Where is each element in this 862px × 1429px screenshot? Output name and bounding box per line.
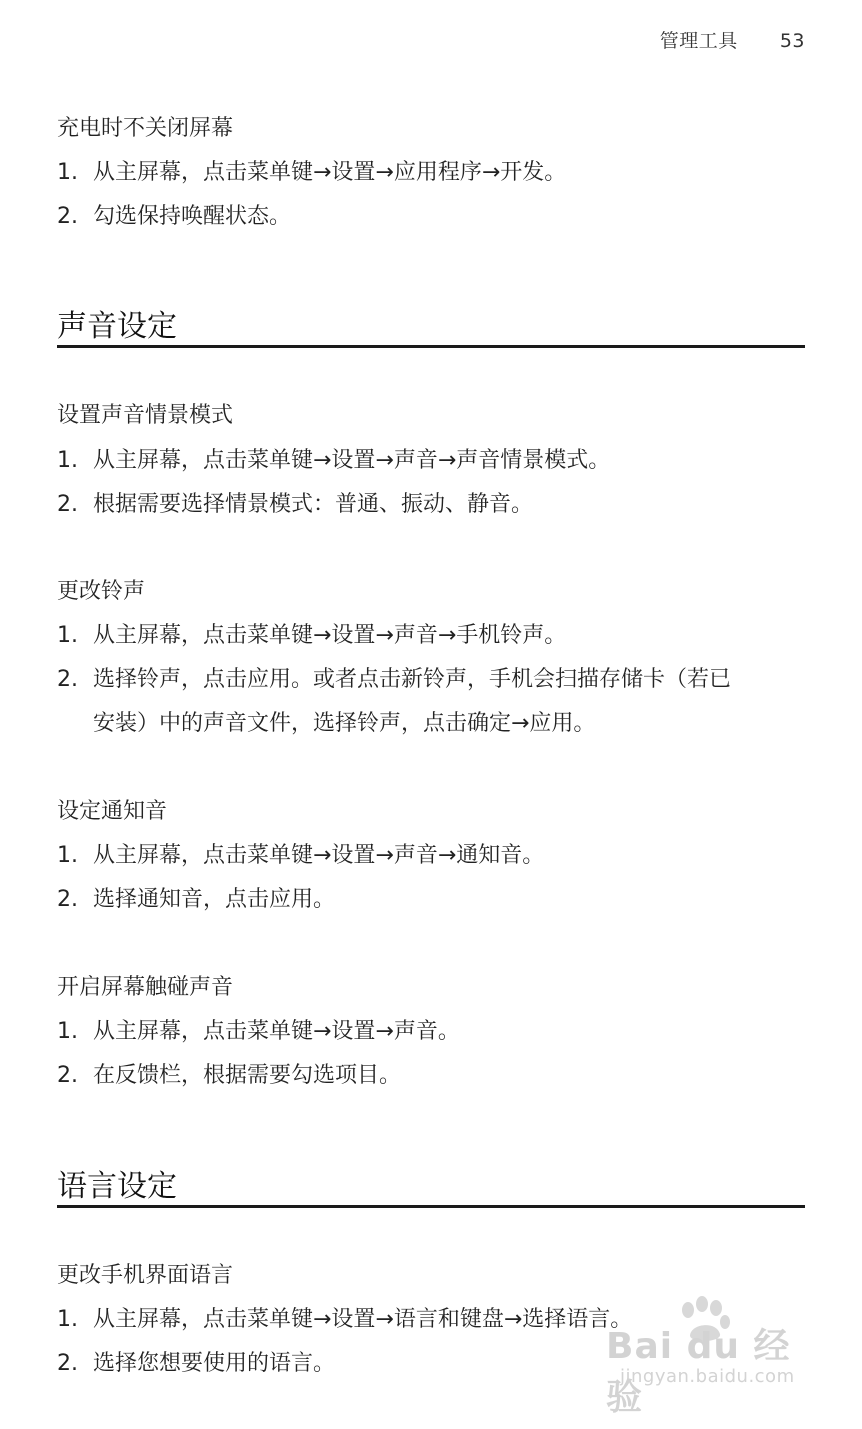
subsection-title-touch-sound: 开启屏幕触碰声音: [57, 975, 234, 1000]
subsection-title-charging: 充电时不关闭屏幕: [57, 116, 234, 141]
step-text: 从主屏幕，点击菜单键→设置→声音→声音情景模式。: [93, 448, 611, 473]
step-text: 选择通知音，点击应用。: [93, 887, 336, 912]
step-text: 从主屏幕，点击菜单键→设置→声音→手机铃声。: [93, 623, 567, 648]
section-divider-sound: [57, 345, 805, 348]
section-title-sound: 声音设定: [57, 309, 177, 344]
step-number: 2.: [57, 204, 78, 229]
step-text: 选择您想要使用的语言。: [93, 1351, 336, 1376]
step-text: 从主屏幕，点击菜单键→设置→声音→通知音。: [93, 843, 545, 868]
step-text: 选择铃声，点击应用。或者点击新铃声，手机会扫描存储卡（若已: [93, 667, 732, 692]
watermark-url: jingyan.baidu.com: [620, 1366, 795, 1387]
step-number: 1.: [57, 160, 78, 185]
step-text: 从主屏幕，点击菜单键→设置→应用程序→开发。: [93, 160, 567, 185]
subsection-title-notification: 设定通知音: [57, 799, 168, 824]
subsection-title-language: 更改手机界面语言: [57, 1263, 234, 1288]
step-text: 勾选保持唤醒状态。: [93, 204, 292, 229]
step-profile-2: [57, 487, 533, 518]
step-number: 2.: [57, 1063, 78, 1088]
step-charging-2: [57, 199, 291, 230]
step-notification-1: [57, 838, 544, 869]
step-text-continued: 安装）中的声音文件，选择铃声，点击确定→应用。: [93, 711, 596, 736]
step-charging-1: [57, 155, 566, 186]
step-ringtone-2-continued: [57, 706, 595, 737]
step-number: 1.: [57, 1019, 78, 1044]
step-language-2: [57, 1346, 335, 1377]
step-number: 1.: [57, 843, 78, 868]
step-number: 1.: [57, 1307, 78, 1332]
step-number: 2.: [57, 1351, 78, 1376]
step-touch-2: [57, 1058, 401, 1089]
step-number: 1.: [57, 448, 78, 473]
step-ringtone-2: [57, 662, 731, 693]
step-text: 从主屏幕，点击菜单键→设置→声音。: [93, 1019, 460, 1044]
header-title: 管理工具: [659, 30, 738, 52]
step-number: 2.: [57, 887, 78, 912]
subsection-title-ringtone: 更改铃声: [57, 579, 146, 604]
watermark-brand: Bai du 经验: [606, 1326, 791, 1418]
section-title-language: 语言设定: [57, 1169, 177, 1204]
step-ringtone-1: [57, 618, 566, 649]
subsection-title-profile: 设置声音情景模式: [57, 403, 234, 428]
step-language-1: [57, 1302, 632, 1333]
baidu-watermark: [606, 1296, 806, 1418]
step-number: 2.: [57, 667, 78, 692]
step-number: 1.: [57, 623, 78, 648]
section-divider-language: [57, 1205, 805, 1208]
page-number: 53: [779, 30, 805, 52]
step-notification-2: [57, 882, 335, 913]
step-number: 2.: [57, 492, 78, 517]
step-text: 从主屏幕，点击菜单键→设置→语言和键盘→选择语言。: [93, 1307, 633, 1332]
step-profile-1: [57, 443, 610, 474]
page-header: [660, 26, 805, 53]
step-text: 根据需要选择情景模式：普通、振动、静音。: [93, 492, 534, 517]
step-text: 在反馈栏，根据需要勾选项目。: [93, 1063, 402, 1088]
step-touch-1: [57, 1014, 460, 1045]
